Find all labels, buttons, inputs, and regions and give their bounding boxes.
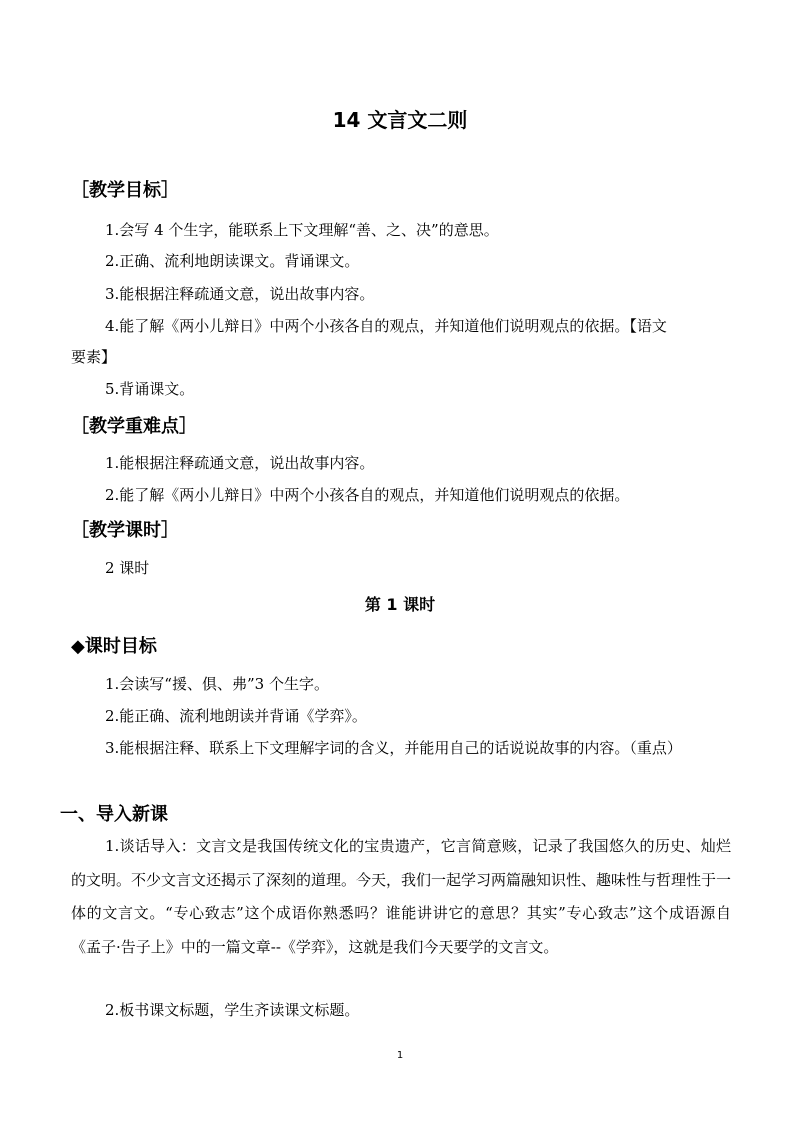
lesson-goal-3: 3.能根据注释、联系上下文理解字词的含义，并能用自己的话说说故事的内容。（重点） [105,739,682,757]
key-points-heading: ［教学重难点］ [71,416,197,437]
goals-heading: ［教学目标］ [71,180,179,201]
key-point-2: 2.能了解《两小儿辩日》中两个小孩各自的观点，并知道他们说明观点的依据。 [105,486,630,504]
page-number: 1 [396,1050,404,1061]
hours-heading: ［教学课时］ [71,520,179,541]
intro-heading: 一、导入新课 [60,804,168,825]
goal-item-2: 2.正确、流利地朗读课文。背诵课文。 [105,252,360,270]
hours-value: 2 课时 [105,559,150,577]
intro-paragraph-1: 1.谈话导入：文言文是我国传统文化的宝贵遗产，它言简意赅，记录了我国悠久的历史、灿烂的文明。不少文言文还揭示了深刻的道理。今天，我们一起学习两篇融知识性、趣味性与哲理性于一体的文言文。“专心致志”这个成语你熟悉吗？谁能讲讲它的意思？其实”专心致志”这个成语源自《孟子·告子上》中的一篇文章--《学弈》，这就是我们今天要学的文言文。 [71,837,732,956]
key-point-1: 1.能根据注释疏通文意，说出故事内容。 [105,454,375,472]
goal-item-4-continuation: 要素】 [71,348,117,366]
document-title: 14 文言文二则 [332,108,468,132]
goal-item-3: 3.能根据注释疏通文意，说出故事内容。 [105,285,375,303]
lesson-title: 第 1 课时 [364,595,436,614]
goal-item-1: 1.会写 4 个生字，能联系上下文理解“善、之、决”的意思。 [105,221,499,239]
lesson-goal-1: 1.会读写“援、俱、弗”3 个生字。 [105,675,329,693]
lesson-goals-heading: ◆课时目标 [71,636,157,657]
goal-item-4: 4.能了解《两小儿辩日》中两个小孩各自的观点，并知道他们说明观点的依据。【语文 [105,317,667,335]
lesson-goal-2: 2.能正确、流利地朗读并背诵《学弈》。 [105,707,367,725]
intro-paragraph-2: 2.板书课文标题，学生齐读课文标题。 [105,1001,360,1019]
goal-item-5: 5.背诵课文。 [105,380,195,398]
